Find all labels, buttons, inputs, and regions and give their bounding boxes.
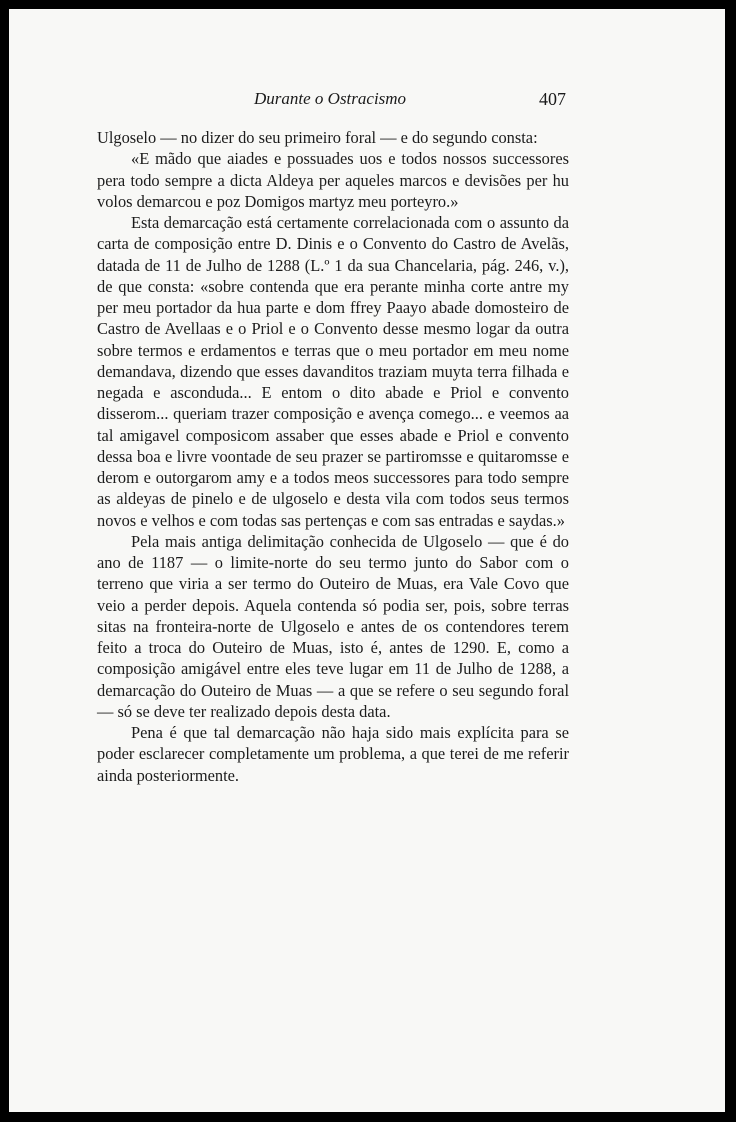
paragraph-conclusion: Pena é que tal demarcação não haja sido mais explícita para se poder esclarecer completamente um problema, a que terei de me referir ainda posteriormente. <box>97 723 569 785</box>
body-text <box>97 127 569 786</box>
paragraph-foral-quote: «E mãdo que aiades e possuades uos e todos nossos successores pera todo sempre a dicta Aldeya per aqueles marcos e devisões per hu volos demarcou e poz Domigos martyz meu porteyro.» <box>97 149 569 211</box>
running-title: Durante o Ostracismo <box>254 89 407 108</box>
paragraph-delimitation: Pela mais antiga delimitação conhecida de Ulgoselo — que é do ano de 1187 — o limite-norte do seu termo junto do Sabor com o terreno que viria a ser termo do Outeiro de Muas, era Vale Covo que veio a perder depois. Aquela contenda só podia ser, pois, sobre terras sitas na fronteira-norte de Ulgoselo e antes de os contendores terem feito a troca do Outeiro de Muas, isto é, antes de 1290. E, como a composição amigável entre eles teve lugar em 11 de Julho de 1288, a demarcação do Outeiro de Muas — a que se refere o seu segundo foral — só se deve ter realizado depois desta data. <box>97 531 569 721</box>
paragraph-demarcation: Esta demarcação está certamente correlacionada com o assunto da carta de composição entre D. Dinis e o Convento do Castro de Avelãs, datada de 11 de Julho de 1288 (L.º 1 da sua Chancelaria, pág. 246, v.), de que consta: «sobre contenda que era perante minha corte antre my per meu portador da hua parte e dom ffrey Paayo abade domosteiro de Castro de Avellaas e o Priol e o Convento desse mesmo logar da outra sobre termos e erdamentos e terras que o meu portador em meu nome demandava, dizendo que esses davanditos traziam muyta terra filhada e negada e asconduda... E entom o dito abade e Priol e convento disserom... queriam trazer composição e avença comego... e veemos aa tal amigavel composicom assaber que esses abade e Priol e convento dessa boa e livre voontade de seu prazer se partiromsse e quitaromsse e derom e outorgarom amy e a todos meos successores para todo sempre as aldeyas de pinelo e de ulgoselo e desta vila com todos seus termos novos e velhos e com todas sas pertenças e com sas entradas e saydas.» <box>97 213 569 530</box>
page-number: 407 <box>539 89 566 109</box>
book-page <box>9 9 725 1112</box>
paragraph-intro: Ulgoselo — no dizer do seu primeiro foral — e do segundo consta: <box>97 128 538 147</box>
page-header <box>9 89 725 117</box>
